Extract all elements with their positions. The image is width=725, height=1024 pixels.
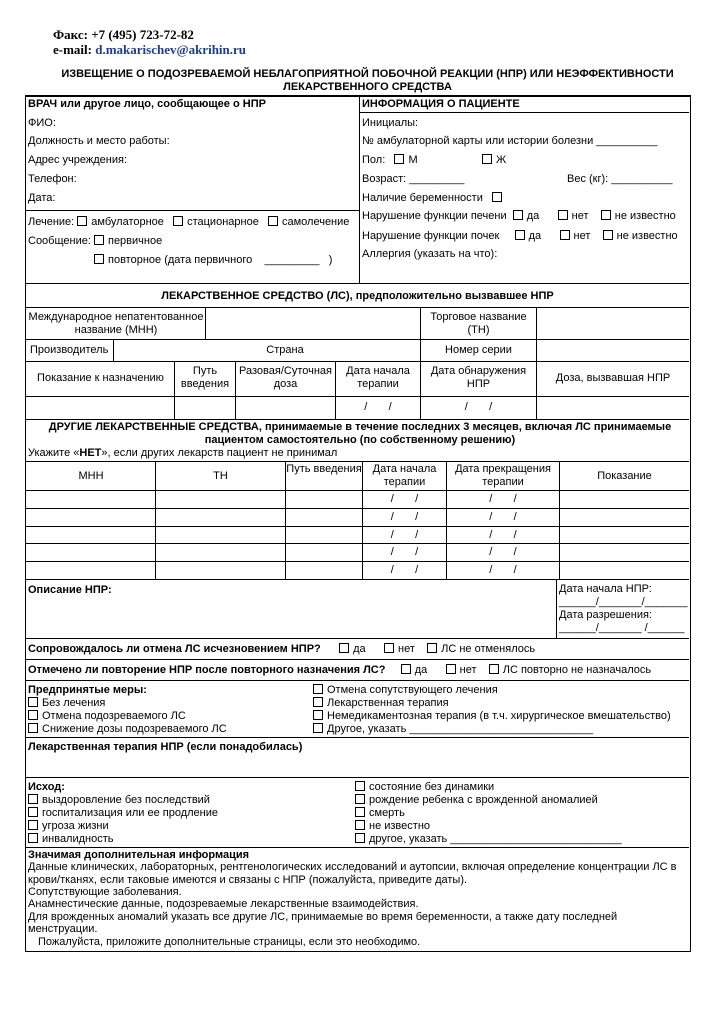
additional-line: Анамнестические данные, подозреваемые лекарственные взаимодействия. [28,898,419,910]
outcome-hospital-checkbox[interactable] [28,807,38,817]
table-row[interactable]: / / [390,511,419,523]
drug-manufacturer-label: Производитель [30,344,109,356]
other-col-start: Дата начала терапии [372,463,437,488]
reporter-phone-field[interactable]: Телефон: [28,173,77,185]
report-initial-checkbox[interactable] [94,235,104,245]
outcome-other-checkbox[interactable] [355,833,365,843]
measure-reduce-option: Снижение дозы подозреваемого ЛС [28,723,227,736]
outcome-recovery-checkbox[interactable] [28,794,38,804]
outcome-disability-checkbox[interactable] [28,833,38,843]
npr-description-label: Описание НПР: [28,584,112,596]
outcome-hospital-option: госпитализация или ее продление [28,807,218,820]
npr-resolved-date-field[interactable]: ______/_______ /______ [559,622,685,634]
reporter-name-field[interactable]: ФИО: [28,117,56,129]
reporter-address-field[interactable]: Адрес учреждения: [28,154,128,166]
drug-dose-npr-label: Доза, вызвавшая НПР [555,372,671,384]
drug-indication-label: Показание к назначению [37,372,164,384]
treatment-row: Лечение: амбулаторное стационарное самолечение [28,216,350,228]
treatment-outpatient-checkbox[interactable] [77,216,87,226]
outcome-death-checkbox[interactable] [355,807,365,817]
reporter-position-field[interactable]: Должность и место работы: [28,135,170,147]
rechallenge-not-repeated-checkbox[interactable] [489,664,499,674]
pregnancy-checkbox[interactable] [492,192,502,202]
liver-yes-checkbox[interactable] [513,210,523,220]
sex-female-checkbox[interactable] [482,154,492,164]
outcome-recovery-option: выздоровление без последствий [28,794,210,807]
patient-card-field[interactable]: № амбулаторной карты или истории болезни __________ [362,135,658,147]
kidney-row: Нарушение функции почек да нет не известно [362,230,678,242]
table-row[interactable]: / / [390,529,419,541]
drug-inn-label: Международное непатентованное название (МНН) [28,311,204,336]
sex-male-checkbox[interactable] [394,154,404,164]
email-line: e-mail: d.makarischev@akrihin.ru [53,42,247,57]
measure-cancel-option: Отмена подозреваемого ЛС [28,710,186,723]
report-repeat-date-field[interactable]: _________ [264,254,320,266]
outcome-birth-anomaly-checkbox[interactable] [355,794,365,804]
withdrawal-no-checkbox[interactable] [384,643,394,653]
other-col-inn: МНН [78,470,104,482]
outcome-no-change-checkbox[interactable] [355,781,365,791]
other-col-trade: ТН [213,470,228,482]
allergy-field[interactable]: Аллергия (указать на что): [362,248,498,260]
table-row[interactable]: / / [489,546,517,558]
measure-non-drug-option: Немедикаментозная терапия (в т.ч. хирургическое вмешательство) [313,710,671,723]
measure-none-option: Без лечения [28,697,105,710]
drug-dose-label: Разовая/Суточная доза [239,365,332,390]
other-col-route: Путь введения [286,463,362,475]
outcome-other-option: другое, указать ____________________________ [355,833,622,846]
other-col-stop: Дата прекращения терапии [455,463,551,488]
table-row[interactable]: / / [390,493,419,505]
additional-line: Для врожденных аномалий указать все другие ЛС, принимаемые во время беременности, а также дату последней [28,911,618,923]
kidney-unknown-checkbox[interactable] [603,230,613,240]
drug-start-date-field[interactable]: / / [364,401,392,413]
table-row[interactable]: / / [390,546,419,558]
withdrawal-not-cancelled-checkbox[interactable] [427,643,437,653]
npr-resolved-label: Дата разрешения: [559,609,652,621]
patient-initials-field[interactable]: Инициалы: [362,117,419,129]
outcome-unknown-option: не известно [355,820,430,833]
rechallenge-yes-checkbox[interactable] [401,664,411,674]
email-link[interactable]: d.makarischev@akrihin.ru [95,42,247,57]
other-drugs-note: Укажите «НЕТ», если других лекарств пациент не принимал [28,447,338,459]
additional-note: Пожалуйста, приложите дополнительные страницы, если это необходимо. [38,936,421,948]
table-row[interactable]: / / [390,564,419,576]
withdrawal-yes-checkbox[interactable] [339,643,349,653]
drug-heading: ЛЕКАРСТВЕННОЕ СРЕДСТВО (ЛС), предположительно вызвавшее НПР [161,290,554,302]
measure-drug-therapy-checkbox[interactable] [313,697,323,707]
outcome-life-checkbox[interactable] [28,820,38,830]
reporter-date-field[interactable]: Дата: [28,192,56,204]
table-row[interactable]: / / [489,511,517,523]
drug-trade-label: Торговое название (ТН) [430,311,527,336]
reporter-heading: ВРАЧ или другое лицо, сообщающее о НПР [28,98,266,110]
report-repeat-checkbox[interactable] [94,254,104,264]
treatment-self-checkbox[interactable] [268,216,278,226]
rechallenge-row: Отмечено ли повторение НПР после повторного назначения ЛС? да нет ЛС повторно не назначалось [28,664,652,676]
outcome-no-change-option: состояние без динамики [355,781,494,794]
measure-none-checkbox[interactable] [28,697,38,707]
measure-cancel-concomitant-option: Отмена сопутствующего лечения [313,684,498,697]
measure-other-option: Другое, указать ______________________________ [313,723,593,736]
drug-detect-label: Дата обнаружения НПР [430,365,527,390]
fax-value: +7 (495) 723-72-82 [91,27,194,42]
liver-no-checkbox[interactable] [558,210,568,220]
fax-line: Факс: +7 (495) 723-72-82 [53,27,194,42]
outcome-heading: Исход: [28,781,65,793]
liver-unknown-checkbox[interactable] [601,210,611,220]
measure-cancel-checkbox[interactable] [28,710,38,720]
form-title-line1: ИЗВЕЩЕНИЕ О ПОДОЗРЕВАЕМОЙ НЕБЛАГОПРИЯТНОЙ ПОБОЧНОЙ РЕАКЦИИ (НПР) ИЛИ НЕЭФФЕКТИВНОСТИ [61,68,674,80]
treatment-inpatient-checkbox[interactable] [173,216,183,226]
patient-heading: ИНФОРМАЦИЯ О ПАЦИЕНТЕ [362,98,520,110]
other-drugs-heading: ДРУГИЕ ЛЕКАРСТВЕННЫЕ СРЕДСТВА, принимаемые в течение последних 3 месяцев, включая ЛС принимаемые пациентом самостоятельно (по собственному решению) [48,421,672,446]
withdrawal-row: Сопровождалось ли отмена ЛС исчезновением НПР? да нет ЛС не отменялось [28,643,536,655]
liver-row: Нарушение функции печени да нет не известно [362,210,676,222]
measures-heading: Предпринятые меры: [28,684,147,696]
rechallenge-no-checkbox[interactable] [446,664,456,674]
measure-reduce-checkbox[interactable] [28,723,38,733]
drug-batch-label: Номер серии [445,344,512,356]
outcome-disability-option: инвалидность [28,833,114,846]
additional-line: Данные клинических, лабораторных, рентгенологических исследований и аутопсии, включая определение концентрации ЛС в [28,861,677,873]
sex-female-option: Ж [482,154,506,167]
outcome-birth-anomaly-option: рождение ребенка с врожденной аномалией [355,794,598,807]
patient-age-field[interactable]: Возраст: _________ [362,173,465,185]
additional-line: менструации. [28,923,98,935]
patient-sex-row: Пол: М [362,154,418,166]
report-type-row: Сообщение: первичное [28,235,163,247]
measure-cancel-concomitant-checkbox[interactable] [313,684,323,694]
pregnancy-row: Наличие беременности [362,192,506,205]
drug-route-label: Путь введения [180,365,230,390]
report-repeat-row: повторное (дата первичного _________ ) [94,254,332,267]
additional-line: Сопутствующие заболевания. [28,886,182,898]
outcome-unknown-checkbox[interactable] [355,820,365,830]
measure-non-drug-checkbox[interactable] [313,710,323,720]
drug-country-label: Страна [266,344,304,356]
other-col-indication: Показание [597,470,652,482]
kidney-yes-checkbox[interactable] [515,230,525,240]
kidney-no-checkbox[interactable] [560,230,570,240]
table-row[interactable]: / / [489,493,517,505]
additional-line: крови/тканях, если таковые имеются и связаны с НПР (пожалуйста, приведите даты). [28,874,468,886]
npr-start-date-field[interactable]: ______/_______/_______ [559,596,688,608]
form-title-line2: ЛЕКАРСТВЕННОГО СРЕДСТВА [283,81,452,93]
table-row[interactable]: / / [489,564,517,576]
measure-other-checkbox[interactable] [313,723,323,733]
additional-heading: Значимая дополнительная информация [28,849,250,861]
outcome-death-option: смерть [355,807,405,820]
npr-start-label: Дата начала НПР: [559,583,652,595]
patient-weight-field[interactable]: Вес (кг): __________ [567,173,673,185]
drug-detect-date-field[interactable]: / / [464,401,493,413]
outcome-life-option: угроза жизни [28,820,109,833]
npr-therapy-label: Лекарственная терапия НПР (если понадобилась) [28,741,303,753]
measure-drug-therapy-option: Лекарственная терапия [313,697,449,710]
drug-start-label: Дата начала терапии [346,365,410,390]
table-row[interactable]: / / [489,529,517,541]
